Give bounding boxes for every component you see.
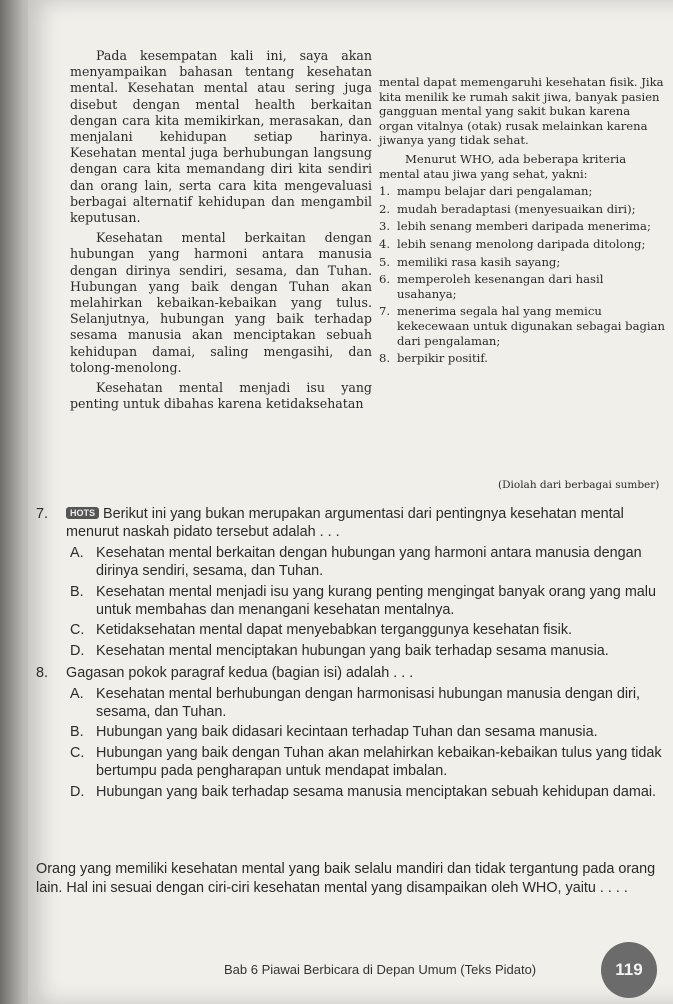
answer-option-a[interactable]: A. Kesehatan mental berkaitan dengan hubungan yang harmoni antara manusia dengan dirinya sendiri, sesama, dan Tuhan.: [70, 544, 642, 580]
list-item: 8. berpikir positif.: [379, 351, 488, 366]
answer-option-c[interactable]: C. Ketidaksehatan mental dapat menyebabkan terganggunya kesehatan fisik.: [70, 622, 573, 639]
question-7: [36, 505, 673, 660]
page-number-badge: 119: [601, 942, 657, 998]
question-text: Gagasan pokok paragraf kedua (bagian isi) adalah . . .: [66, 665, 414, 682]
chapter-footer: Bab 6 Piawai Berbicara di Depan Umum (Teks Pidato): [224, 962, 537, 977]
answer-option-d[interactable]: D. Kesehatan mental menciptakan hubungan yang baik terhadap sesama manusia.: [70, 642, 609, 659]
source-note: (Diolah dari berbagai sumber): [498, 479, 660, 491]
passage-right-column: [379, 75, 665, 369]
passage-left-column: [70, 48, 372, 412]
closing-prompt: Orang yang memiliki kesehatan mental yang baik selalu mandiri dan tidak tergantung pada orang lain. Hal ini sesuai dengan ciri-ciri kesehatan mental yang disampaikan oleh WHO, yaitu . . . .: [36, 861, 656, 896]
answer-option-c[interactable]: C. Hubungan yang baik dengan Tuhan akan melahirkan kebaikan-kebaikan tulus yang tidak bertumpu pada pengharapan untuk mendapat imbalan.: [70, 744, 662, 780]
book-page: [28, 0, 673, 1004]
answer-option-b[interactable]: B. Kesehatan mental menjadi isu yang kurang penting mengingat banyak orang yang malu untuk membahas dan menangani kesehatan mentalnya.: [70, 583, 657, 619]
answer-option-b[interactable]: B. Hubungan yang baik didasari kecintaan terhadap Tuhan dan sesama manusia.: [70, 724, 598, 741]
list-item: 1. mampu belajar dari pengalaman;: [379, 184, 593, 199]
question-8: [36, 664, 673, 801]
questions-section: [36, 505, 673, 805]
question-number: 7.: [36, 506, 49, 522]
answer-option-d[interactable]: D. Hubungan yang baik terhadap sesama manusia menciptakan sebuah kehidupan damai.: [70, 783, 657, 800]
hots-badge: HOTS: [66, 507, 99, 519]
passage-paragraph-2: Kesehatan mental berkaitan dengan hubungan yang harmoni antara manusia dengan dirinya sendiri, sesama, dan Tuhan. Hubungan yang baik dengan Tuhan akan melahirkan kebaikan-kebaikan yang tulus. Selanjutnya, hubungan yang baik terhadap sesama manusia akan menciptakan sebuah kehidupan damai, saling mengasihi, dan tolong-menolong.: [70, 230, 372, 375]
list-item: 7. menerima segala hal yang memicu kekecewaan untuk digunakan sebagai bagian dari pengalaman;: [379, 304, 665, 348]
list-item: 5. memiliki rasa kasih sayang;: [379, 254, 561, 269]
passage-paragraph-3: Kesehatan mental menjadi isu yang penting untuk dibahas karena ketidaksehatan: [70, 380, 372, 412]
list-item: 4. lebih senang menolong daripada ditolong;: [379, 236, 646, 251]
question-number: 8.: [36, 665, 49, 682]
answer-option-a[interactable]: A. Kesehatan mental berhubungan dengan harmonisasi hubungan manusia dengan diri, sesama, dan Tuhan.: [70, 685, 641, 721]
passage-paragraph-1: Pada kesempatan kali ini, saya akan menyampaikan bahasan tentang kesehatan mental. Kesehatan mental atau sering juga disebut dengan mental health berkaitan dengan cara kita memikirkan, merasakan, dan menjalani kehidupan setiap harinya. Kesehatan mental juga berhubungan langsung dengan cara kita memandang diri kita sendiri dan orang lain, serta cara kita mengevaluasi berbagai alternatif kehidupan dan mengambil keputusan.: [70, 48, 372, 226]
list-item: 6. memperoleh kesenangan dari hasil usahanya;: [379, 272, 604, 301]
list-item: 2. mudah beradaptasi (menyesuaikan diri);: [379, 201, 636, 216]
passage-right-paragraph-1: mental dapat memengaruhi kesehatan fisik. Jika kita menilik ke rumah sakit jiwa, banyak pasien gangguan mental yang sakit bukan karena organ vitalnya (otak) rusak melainkan karena jiwanya yang tidak sehat.: [379, 75, 664, 148]
question-text: Berikut ini yang bukan merupakan argumentasi dari pentingnya kesehatan mental menurut naskah pidato tersebut adalah . . .: [66, 506, 624, 541]
list-item: 3. lebih senang memberi daripada menerima;: [379, 219, 651, 234]
passage-right-paragraph-2: Menurut WHO, ada beberapa kriteria mental atau jiwa yang sehat, yakni:: [379, 151, 627, 181]
who-criteria-list: [379, 184, 665, 366]
